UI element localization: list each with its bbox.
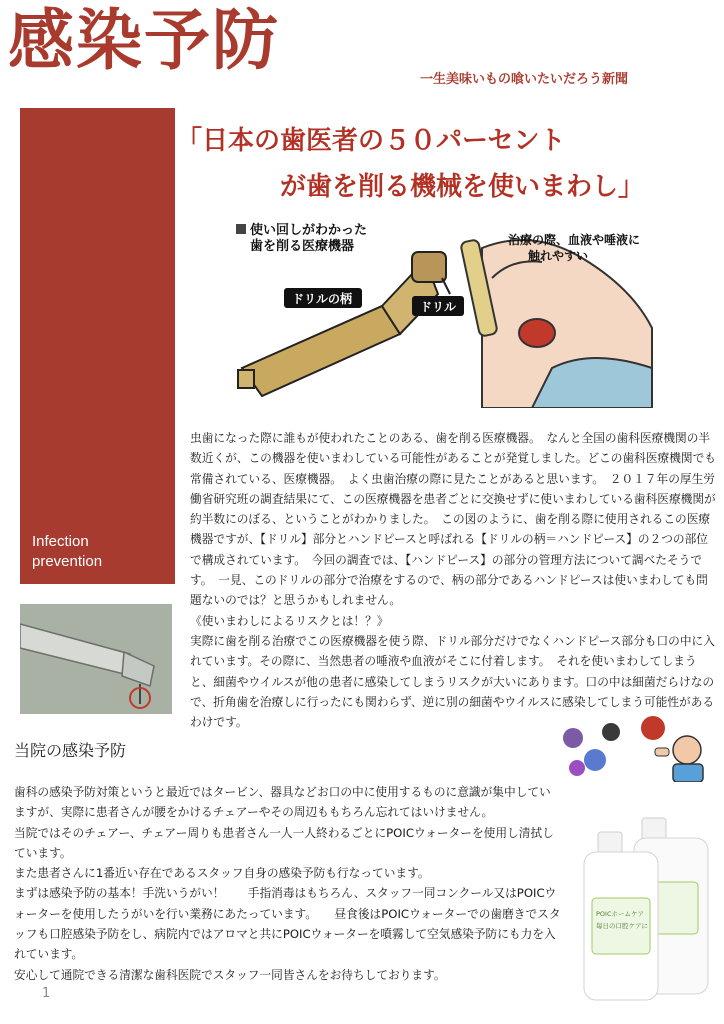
- clinic-section-body: [14, 782, 562, 985]
- germs-illustration: [555, 710, 711, 782]
- poic-water-bottles: [576, 812, 720, 1002]
- clinic-paragraph-5: 安心して通院できる清潔な歯科医院でスタッフ一同皆さんをお待ちしております。: [14, 967, 446, 982]
- svg-text:歯を削る医療機器: 歯を削る医療機器: [250, 239, 355, 254]
- side-label-line1: Infection: [32, 533, 89, 550]
- article-risk-heading: 《使いまわしによるリスクとは！？》: [190, 613, 389, 628]
- clinic-paragraph-3: また患者さんに1番近い存在であるスタッフ自身の感染予防も行なっています。: [14, 866, 430, 881]
- svg-text:ドリルの柄: ドリルの柄: [292, 292, 353, 306]
- label-handle: [284, 288, 362, 308]
- svg-text:使い回しがわかった: 使い回しがわかった: [250, 223, 368, 238]
- page-number: 1: [42, 986, 51, 1001]
- side-label-line2: prevention: [32, 553, 103, 571]
- clinic-section-heading: 当院の感染予防: [14, 741, 127, 760]
- svg-text:触れやすい: 触れやすい: [528, 249, 589, 263]
- handpiece-photo: [20, 604, 172, 714]
- headline-line2: が歯を削る機械を使いまわし」: [280, 172, 645, 202]
- dental-drill-illustration: [232, 218, 664, 408]
- bottle-label-line2: 毎日の口腔ケアに: [596, 922, 648, 930]
- clinic-paragraph-4: まずは感染予防の基本！手洗いうがい！ 手指消毒はもちろん、スタッフ一同コンクール又はPOICウォーターを使用したうがいを行い業務にあたっています。 昼食後はPOICウォーターでの歯磨きでスタッフも口腔感染予防をし、病院内ではアロマと共にPOICウォーターを噴霧して空気感染予防にも力を入れています。: [14, 886, 561, 962]
- clinic-paragraph-1: 歯科の感染予防対策というと最近ではタービン、器具などお口の中に使用するものに意識が集中していますが、実際に患者さんが腰をかけるチェアーやその周辺ももちろん忘れてはいけません。: [14, 785, 551, 820]
- article-body: [190, 428, 716, 732]
- page-title: 感染予防: [8, 2, 280, 79]
- side-accent-bar: [20, 108, 175, 584]
- svg-text:ドリル: ドリル: [420, 300, 457, 314]
- side-label: [32, 532, 162, 573]
- headline-line1: 「日本の歯医者の５０パーセント: [176, 126, 566, 156]
- label-drill: [412, 296, 464, 316]
- article-headline: [176, 118, 716, 210]
- clinic-paragraph-2: 当院ではそのチェアー、チェアー周りも患者さん一人一人終わるごとにPOICウォーターを使用し清拭しています。: [14, 825, 554, 860]
- newspaper-subtitle: 一生美味いもの喰いたいだろう新聞: [420, 72, 629, 87]
- article-paragraph-1: 虫歯になった際に誰もが使われたことのある、歯を削る医療機器。 なんと全国の歯科医療機関の半数近くが、この機器を使いまわしている可能性があることが発覚しました。どこの歯科医療機関でも常備されている、医療機器。 よく虫歯治療の際に見たことがあると思います。 ２０１７年の厚生労働省研究班の調査結果にて、この医療機器を患者ごとに交換せずに使いまわしている歯科医療機関が約半数にのぼる、ということがわかりました。 この図のように、歯を削る際に使用されるこの医療機器ですが、【ドリル】部分とハンドピースと呼ばれる【ドリルの柄＝ハンドピース】の２つの部位で構成されています。 今回の調査では、【ハンドピース】の部分の管理方法について調べたそうです。 一見、このドリルの部分で治療をするので、柄の部分であるハンドピースは使いまわしても問題ないのでは？と思うかもしれません。: [190, 431, 716, 608]
- bottle-label-line1: POICホームケア: [596, 910, 644, 918]
- article-paragraph-2: 実際に歯を削る治療でこの医療機器を使う際、ドリル部分だけでなくハンドピース部分も口の中に入れています。その際に、当然患者の唾液や血液がそこに付着します。 それを使いまわしてしまうと、細菌やウイルスが他の患者に感染してしまうリスクが大いにあります。口の中は細菌だらけなので、折角歯を治療しに行ったにも関わらず、逆に別の細菌やウイルスに感染してしまう可能性があるわけです。: [190, 633, 715, 730]
- svg-text:治療の際、血液や唾液に: 治療の際、血液や唾液に: [508, 233, 641, 247]
